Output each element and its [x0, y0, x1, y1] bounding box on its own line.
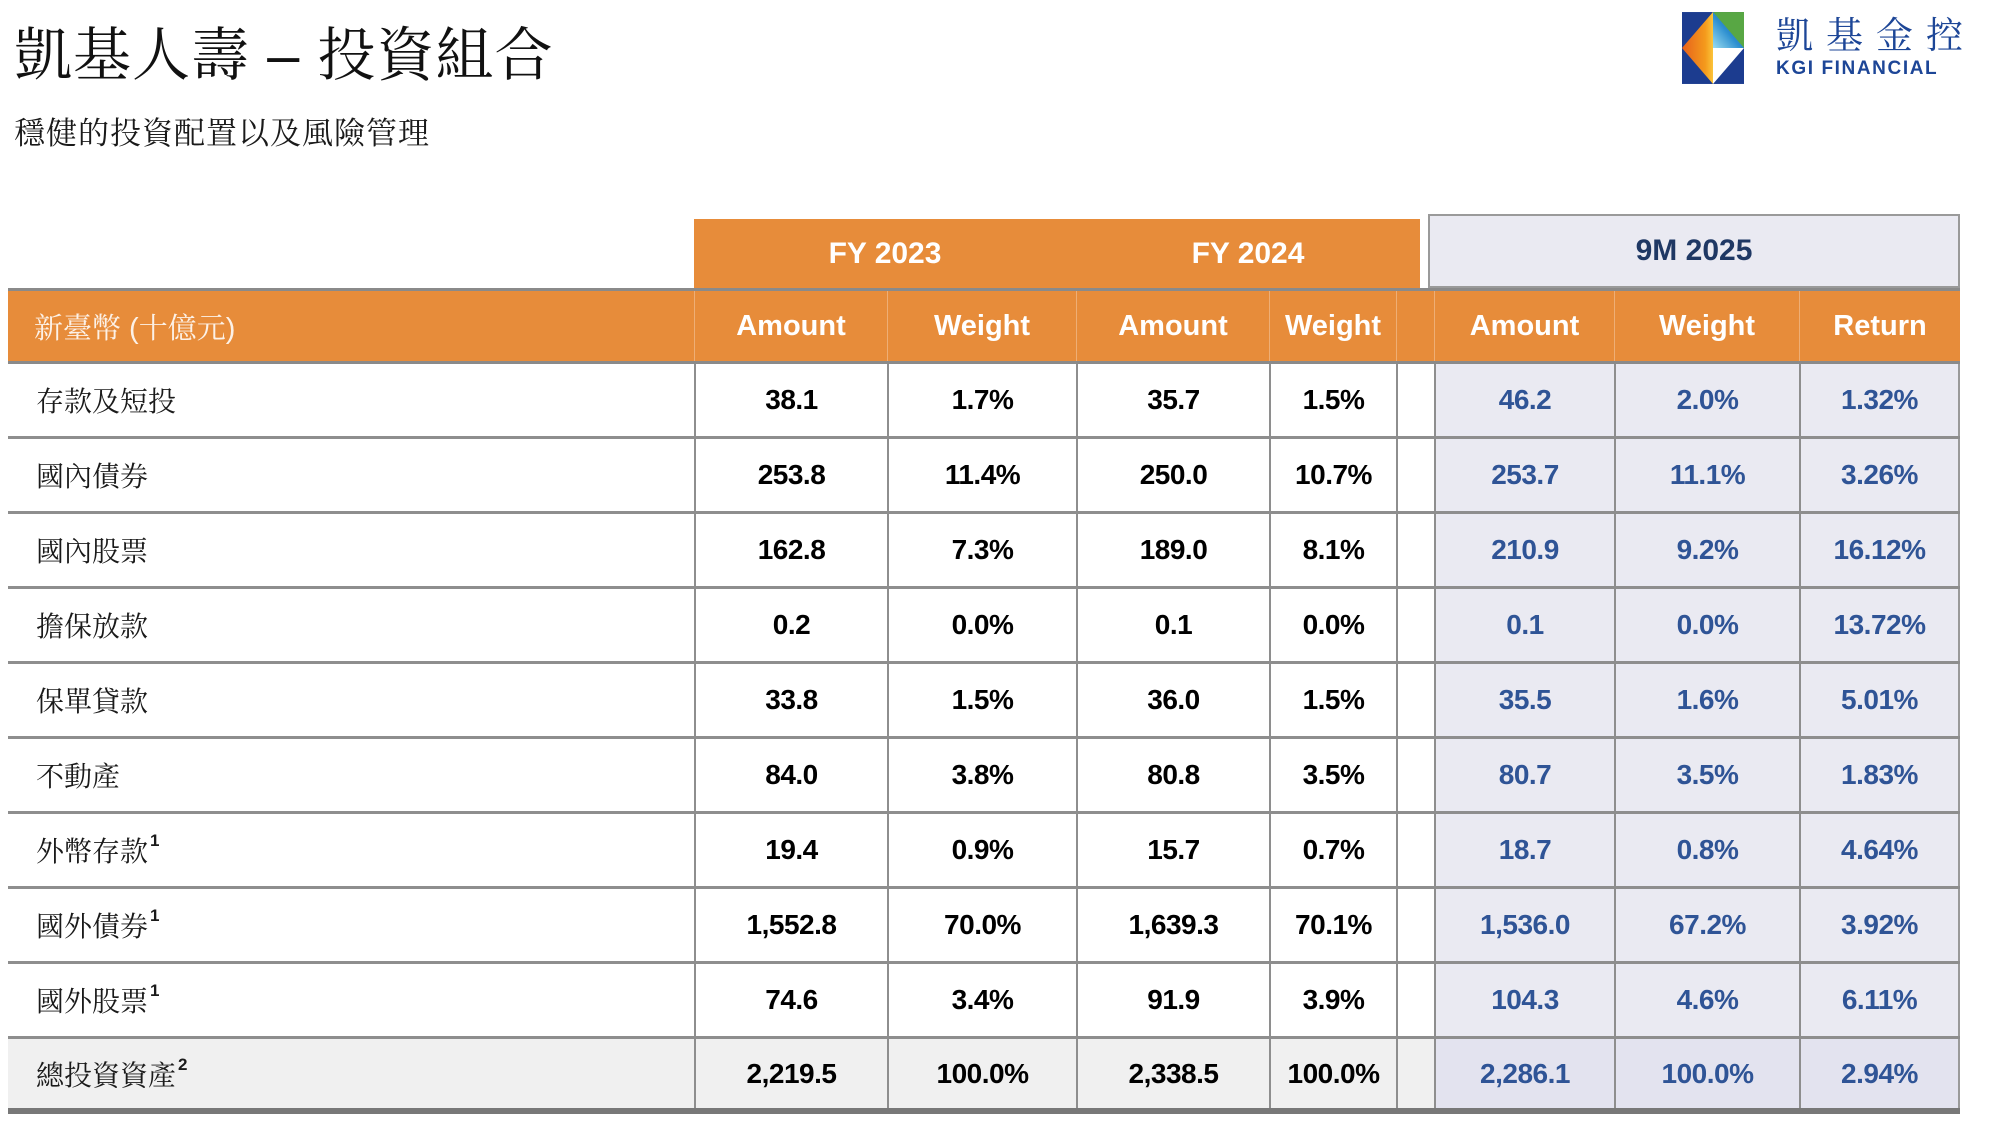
cell-m9_2025-amount: 2,286.1: [1434, 1039, 1614, 1108]
cell-fy2024-weight: 8.1%: [1269, 514, 1396, 586]
cell-fy2024-amount: 35.7: [1076, 364, 1269, 436]
cell-fy2024-weight: 1.5%: [1269, 364, 1396, 436]
period-header-spacer: [8, 214, 694, 288]
column-gap: [1396, 1039, 1434, 1108]
cell-m9_2025-amount: 35.5: [1434, 664, 1614, 736]
column-header-amount-9m2025: Amount: [1434, 291, 1614, 361]
cell-fy2024-amount: 1,639.3: [1076, 889, 1269, 961]
currency-unit-label: 新臺幣 (十億元): [34, 312, 236, 345]
column-gap: [1396, 439, 1434, 511]
cell-fy2024-weight: 0.0%: [1269, 589, 1396, 661]
cell-m9_2025-return: 1.83%: [1799, 739, 1960, 811]
cell-fy2024-weight: 3.5%: [1269, 739, 1396, 811]
cell-fy2023-weight: 100.0%: [887, 1039, 1076, 1108]
column-gap: [1396, 964, 1434, 1036]
column-header-weight-fy2023: Weight: [887, 291, 1076, 361]
cell-fy2024-amount: 189.0: [1076, 514, 1269, 586]
footnote-marker: 1: [150, 981, 160, 1000]
cell-fy2024-weight: 10.7%: [1269, 439, 1396, 511]
logo-company-name-zh: 凱基金控: [1776, 14, 1976, 56]
kgi-logo-icon: [1682, 12, 1744, 84]
cell-m9_2025-amount: 1,536.0: [1434, 889, 1614, 961]
row-label: [8, 814, 694, 886]
cell-fy2023-amount: 19.4: [694, 814, 887, 886]
cell-fy2024-amount: 2,338.5: [1076, 1039, 1269, 1108]
column-gap: [1396, 814, 1434, 886]
cell-m9_2025-amount: 18.7: [1434, 814, 1614, 886]
column-header-return-9m2025: Return: [1799, 291, 1960, 361]
cell-m9_2025-return: 16.12%: [1799, 514, 1960, 586]
cell-m9_2025-return: 6.11%: [1799, 964, 1960, 1036]
cell-m9_2025-amount: 0.1: [1434, 589, 1614, 661]
cell-fy2023-amount: 84.0: [694, 739, 887, 811]
logo-company-name-en: KGI FINANCIAL: [1776, 58, 1939, 80]
cell-m9_2025-amount: 104.3: [1434, 964, 1614, 1036]
cell-fy2023-amount: 74.6: [694, 964, 887, 1036]
table-total-row: [8, 1039, 1960, 1114]
cell-m9_2025-return: 13.72%: [1799, 589, 1960, 661]
cell-fy2023-amount: 33.8: [694, 664, 887, 736]
cell-fy2023-weight: 7.3%: [887, 514, 1076, 586]
cell-m9_2025-return: 1.32%: [1799, 364, 1960, 436]
row-label-text: 國外債券: [36, 911, 149, 942]
period-header-fy2023: FY 2023: [828, 236, 942, 270]
cell-fy2024-weight: 0.7%: [1269, 814, 1396, 886]
row-label: [8, 589, 694, 661]
column-header-amount-fy2023: Amount: [694, 291, 887, 361]
cell-fy2023-amount: 2,219.5: [694, 1039, 887, 1108]
cell-fy2024-amount: 0.1: [1076, 589, 1269, 661]
cell-m9_2025-return: 4.64%: [1799, 814, 1960, 886]
row-label-text: 總投資資產: [36, 1059, 177, 1091]
table-body: [8, 364, 1960, 1114]
column-header-row: [8, 288, 1960, 364]
cell-m9_2025-weight: 4.6%: [1614, 964, 1799, 1036]
logo-text: [1776, 16, 1976, 81]
cell-fy2024-weight: 3.9%: [1269, 964, 1396, 1036]
row-label: [8, 739, 694, 811]
cell-m9_2025-weight: 1.6%: [1614, 664, 1799, 736]
cell-m9_2025-weight: 3.5%: [1614, 739, 1799, 811]
row-label-text: 存款及短投: [36, 386, 177, 417]
table-row: [8, 814, 1960, 889]
table-row: [8, 664, 1960, 739]
cell-fy2023-weight: 70.0%: [887, 889, 1076, 961]
row-label-text: 保單貸款: [36, 686, 149, 717]
row-label: [8, 439, 694, 511]
cell-fy2024-amount: 15.7: [1076, 814, 1269, 886]
cell-fy2023-weight: 0.9%: [887, 814, 1076, 886]
table-row: [8, 589, 1960, 664]
column-header-weight-fy2024: Weight: [1269, 291, 1396, 361]
column-gap: [1396, 664, 1434, 736]
page-subtitle: 穩健的投資配置以及風險管理: [14, 116, 430, 151]
footnote-marker: 2: [178, 1054, 188, 1074]
cell-fy2023-amount: 0.2: [694, 589, 887, 661]
footnote-marker: 1: [150, 831, 160, 850]
row-label: [8, 514, 694, 586]
cell-m9_2025-weight: 11.1%: [1614, 439, 1799, 511]
row-label-text: 外幣存款: [36, 836, 149, 867]
column-gap: [1396, 889, 1434, 961]
cell-fy2024-weight: 100.0%: [1269, 1039, 1396, 1108]
cell-fy2023-weight: 0.0%: [887, 589, 1076, 661]
cell-fy2023-amount: 1,552.8: [694, 889, 887, 961]
row-label: [8, 664, 694, 736]
column-gap: [1396, 589, 1434, 661]
cell-fy2024-weight: 1.5%: [1269, 664, 1396, 736]
row-label-text: 國外股票: [36, 986, 149, 1017]
column-header-gap: [1396, 291, 1434, 361]
cell-fy2023-amount: 253.8: [694, 439, 887, 511]
cell-m9_2025-weight: 67.2%: [1614, 889, 1799, 961]
column-gap: [1396, 514, 1434, 586]
row-label-text: 國內股票: [36, 536, 149, 567]
column-header-weight-9m2025: Weight: [1614, 291, 1799, 361]
cell-m9_2025-return: 5.01%: [1799, 664, 1960, 736]
cell-fy2024-weight: 70.1%: [1269, 889, 1396, 961]
cell-fy2023-weight: 1.7%: [887, 364, 1076, 436]
column-gap: [1396, 739, 1434, 811]
cell-m9_2025-amount: 80.7: [1434, 739, 1614, 811]
cell-fy2023-weight: 3.4%: [887, 964, 1076, 1036]
cell-m9_2025-weight: 100.0%: [1614, 1039, 1799, 1108]
column-gap: [1396, 364, 1434, 436]
cell-fy2023-weight: 1.5%: [887, 664, 1076, 736]
table-row: [8, 364, 1960, 439]
investment-portfolio-table: [8, 214, 1960, 1114]
period-header-row: [8, 214, 1960, 288]
cell-m9_2025-return: 2.94%: [1799, 1039, 1960, 1108]
cell-fy2024-amount: 36.0: [1076, 664, 1269, 736]
fy-period-band: [694, 219, 1420, 288]
row-label-text: 國內債券: [36, 461, 149, 492]
cell-m9_2025-weight: 9.2%: [1614, 514, 1799, 586]
row-label: [8, 1039, 694, 1108]
cell-m9_2025-weight: 0.8%: [1614, 814, 1799, 886]
row-label-text: 擔保放款: [36, 611, 149, 642]
cell-m9_2025-amount: 210.9: [1434, 514, 1614, 586]
cell-fy2023-weight: 11.4%: [887, 439, 1076, 511]
table-row: [8, 889, 1960, 964]
row-label: [8, 889, 694, 961]
cell-fy2023-amount: 162.8: [694, 514, 887, 586]
table-row: [8, 964, 1960, 1039]
cell-fy2024-amount: 80.8: [1076, 739, 1269, 811]
period-header-fy2024: FY 2024: [1191, 236, 1305, 270]
footnote-marker: 1: [150, 906, 160, 925]
page-title: 凱基人壽 – 投資組合: [14, 23, 554, 88]
cell-fy2023-weight: 3.8%: [887, 739, 1076, 811]
cell-fy2023-amount: 38.1: [694, 364, 887, 436]
cell-m9_2025-return: 3.26%: [1799, 439, 1960, 511]
cell-fy2024-amount: 250.0: [1076, 439, 1269, 511]
row-label: [8, 364, 694, 436]
column-header-amount-fy2024: Amount: [1076, 291, 1269, 361]
cell-m9_2025-weight: 2.0%: [1614, 364, 1799, 436]
kgi-financial-logo: [1682, 12, 1976, 84]
table-row: [8, 739, 1960, 814]
table-row: [8, 439, 1960, 514]
table-row: [8, 514, 1960, 589]
cell-m9_2025-amount: 253.7: [1434, 439, 1614, 511]
cell-fy2024-amount: 91.9: [1076, 964, 1269, 1036]
cell-m9_2025-return: 3.92%: [1799, 889, 1960, 961]
period-header-9m2025: 9M 2025: [1428, 214, 1960, 288]
row-label-text: 不動產: [36, 761, 121, 792]
cell-m9_2025-amount: 46.2: [1434, 364, 1614, 436]
row-label: [8, 964, 694, 1036]
cell-m9_2025-weight: 0.0%: [1614, 589, 1799, 661]
